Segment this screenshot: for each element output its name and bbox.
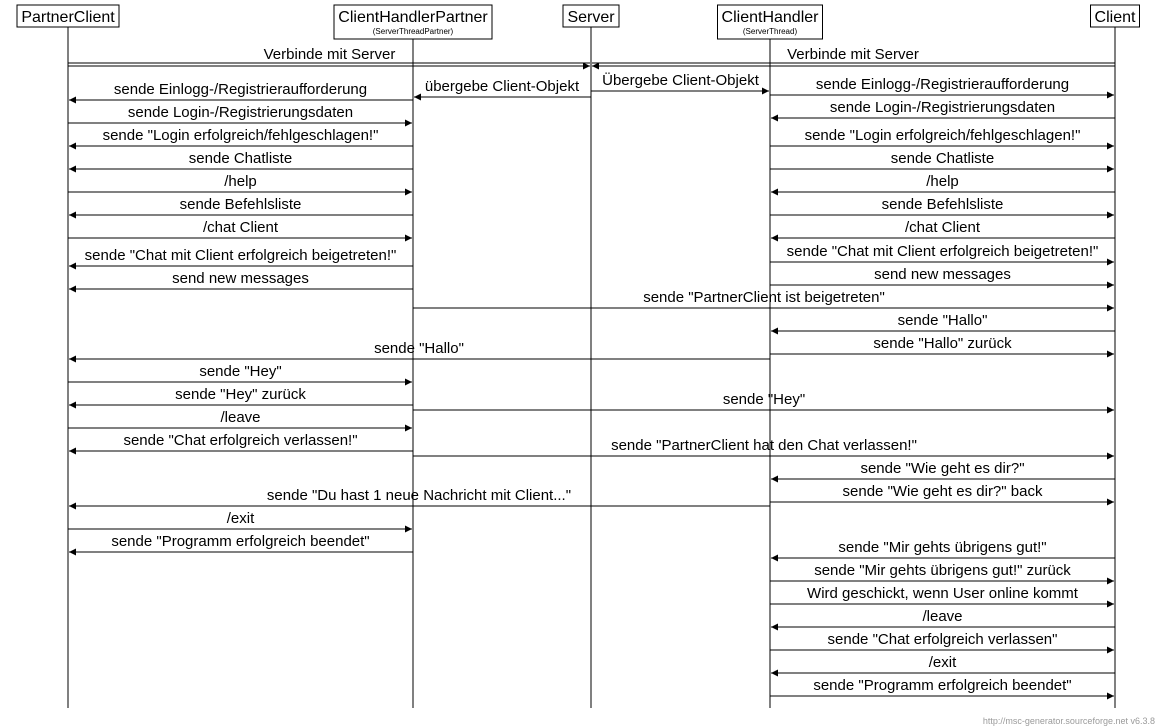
message-label: sende "Chat mit Client erfolgreich beigetreten!" bbox=[786, 243, 1099, 260]
message-label: sende Einlogg-/Registrieraufforderung bbox=[113, 81, 368, 98]
message-label: sende "Mir gehts übrigens gut!" zurück bbox=[814, 562, 1071, 579]
message-label: sende Chatliste bbox=[890, 150, 995, 167]
message-arrow bbox=[770, 483, 1114, 502]
message-label: sende Login-/Registrierungsdaten bbox=[127, 104, 354, 121]
message-label: sende "Programm erfolgreich beendet" bbox=[111, 533, 370, 550]
message-arrow bbox=[770, 243, 1114, 262]
message-label: sende "PartnerClient hat den Chat verlassen!" bbox=[611, 437, 917, 454]
message-arrow bbox=[770, 631, 1114, 650]
message-arrow bbox=[771, 654, 1115, 673]
message-label: /leave bbox=[220, 409, 261, 426]
message-arrow bbox=[771, 219, 1115, 238]
message-arrow bbox=[770, 196, 1114, 215]
message-arrow bbox=[69, 487, 770, 506]
message-arrow bbox=[771, 460, 1115, 479]
entity-headers bbox=[17, 5, 1140, 39]
message-arrow bbox=[770, 562, 1114, 581]
message-arrow bbox=[69, 150, 413, 169]
entity-cl bbox=[1091, 5, 1140, 27]
message-label: sende "Hallo" bbox=[374, 340, 464, 357]
message-arrow bbox=[770, 76, 1114, 95]
entity-name: ClientHandlerPartner bbox=[338, 9, 488, 26]
message-arrow bbox=[771, 608, 1115, 627]
message-label: sende Befehlsliste bbox=[881, 196, 1004, 213]
message-label: sende "Chat erfolgreich verlassen" bbox=[827, 631, 1058, 648]
message-arrow bbox=[770, 335, 1114, 354]
entity-subtitle: (ServerThreadPartner) bbox=[372, 27, 454, 36]
message-label: sende "Wie geht es dir?" bbox=[860, 460, 1025, 477]
message-label: sende Einlogg-/Registrieraufforderung bbox=[815, 76, 1070, 93]
message-label: sende "Hey" zurück bbox=[175, 386, 306, 403]
message-arrow bbox=[68, 173, 412, 192]
message-label: sende Befehlsliste bbox=[179, 196, 302, 213]
message-arrow bbox=[770, 677, 1114, 696]
message-arrow bbox=[770, 127, 1114, 146]
message-label: sende "PartnerClient ist beigetreten" bbox=[643, 289, 885, 306]
message-arrow bbox=[68, 46, 590, 66]
message-arrow bbox=[68, 363, 412, 382]
message-label: sende "Programm erfolgreich beendet" bbox=[813, 677, 1072, 694]
message-arrow bbox=[68, 409, 412, 428]
entity-name: Client bbox=[1094, 9, 1136, 26]
message-arrow bbox=[414, 78, 591, 97]
message-label: sende Login-/Registrierungsdaten bbox=[829, 99, 1056, 116]
message-label: /help bbox=[224, 173, 257, 190]
message-label: übergebe Client-Objekt bbox=[424, 78, 580, 95]
message-label: sende "Du hast 1 neue Nachricht mit Client..." bbox=[266, 487, 572, 504]
message-arrow bbox=[69, 81, 413, 100]
message-label: Übergebe Client-Objekt bbox=[602, 72, 759, 89]
message-arrow bbox=[69, 127, 413, 146]
entity-subtitle: (ServerThread) bbox=[742, 27, 798, 36]
message-arrow bbox=[69, 533, 413, 552]
message-label: send new messages bbox=[874, 266, 1011, 283]
message-label: sende "Hallo" zurück bbox=[873, 335, 1012, 352]
message-arrow bbox=[771, 312, 1115, 331]
entity-name: PartnerClient bbox=[21, 9, 115, 26]
message-arrow bbox=[413, 391, 1114, 410]
message-label: Verbinde mit Server bbox=[787, 46, 919, 63]
message-arrow bbox=[69, 270, 413, 289]
message-arrow bbox=[770, 150, 1114, 169]
entity-name: Server bbox=[567, 9, 615, 26]
message-label: sende "Wie geht es dir?" back bbox=[842, 483, 1043, 500]
message-label: sende "Login erfolgreich/fehlgeschlagen!" bbox=[102, 127, 379, 144]
message-label: sende "Hey" bbox=[199, 363, 282, 380]
message-arrow bbox=[68, 510, 412, 529]
message-arrow bbox=[68, 104, 412, 123]
message-arrow bbox=[413, 289, 1114, 308]
message-arrow bbox=[69, 340, 770, 359]
message-label: /chat Client bbox=[904, 219, 981, 236]
message-arrow bbox=[770, 585, 1114, 604]
message-arrow bbox=[770, 266, 1114, 285]
message-label: sende "Login erfolgreich/fehlgeschlagen!" bbox=[804, 127, 1081, 144]
message-label: sende "Hallo" bbox=[897, 312, 988, 329]
message-arrow bbox=[592, 46, 1115, 66]
message-arrow bbox=[69, 386, 413, 405]
entity-ch bbox=[718, 5, 823, 39]
message-arrow bbox=[69, 196, 413, 215]
message-label: send new messages bbox=[172, 270, 309, 287]
message-arrow bbox=[68, 219, 412, 238]
entity-name: ClientHandler bbox=[721, 9, 819, 26]
message-arrow bbox=[771, 173, 1115, 192]
message-arrow bbox=[69, 432, 413, 451]
message-label: sende "Chat erfolgreich verlassen!" bbox=[123, 432, 358, 449]
message-arrow bbox=[591, 71, 769, 91]
message-label: Wird geschickt, wenn User online kommt bbox=[807, 585, 1078, 602]
message-arrow bbox=[69, 247, 413, 266]
message-label: /exit bbox=[226, 510, 255, 527]
message-label: /help bbox=[926, 173, 959, 190]
message-arrow bbox=[413, 437, 1114, 456]
entity-srv bbox=[563, 5, 619, 27]
entity-pc bbox=[17, 5, 119, 27]
message-label: /exit bbox=[928, 654, 957, 671]
message-label: sende "Mir gehts übrigens gut!" bbox=[838, 539, 1047, 556]
message-label: /chat Client bbox=[202, 219, 279, 236]
message-label: sende "Hey" bbox=[722, 391, 806, 408]
message-label: Verbinde mit Server bbox=[263, 46, 396, 63]
message-label: /leave bbox=[922, 608, 963, 625]
message-label: sende Chatliste bbox=[188, 150, 293, 167]
entity-chp bbox=[334, 5, 492, 39]
message-arrow bbox=[771, 539, 1115, 558]
footer-credit: http://msc-generator.sourceforge.net v6.3.8 bbox=[982, 716, 1155, 726]
message-arrow bbox=[771, 99, 1115, 118]
message-label: sende "Chat mit Client erfolgreich beigetreten!" bbox=[84, 247, 397, 264]
